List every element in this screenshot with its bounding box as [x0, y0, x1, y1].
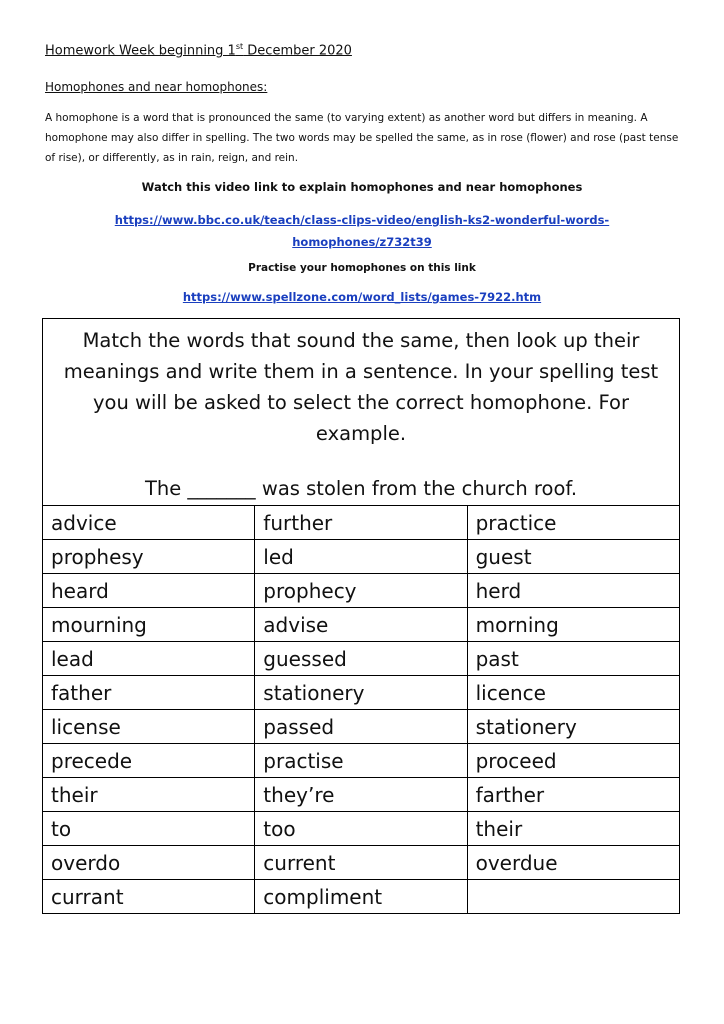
practise-instruction: Practise your homophones on this link	[248, 262, 476, 274]
practise-link[interactable]: https://www.spellzone.com/word_lists/games-7922.htm	[182, 290, 542, 304]
word-cell: current	[255, 846, 467, 880]
section-subtitle: Homophones and near homophones:	[45, 80, 268, 94]
word-cell: practise	[255, 744, 467, 778]
homework-title	[45, 42, 352, 58]
word-cell: father	[43, 676, 255, 710]
word-cell: license	[43, 710, 255, 744]
word-cell: past	[467, 642, 679, 676]
word-cell: licence	[467, 676, 679, 710]
word-cell: guessed	[255, 642, 467, 676]
word-cell: prophecy	[255, 574, 467, 608]
word-cell: overdue	[467, 846, 679, 880]
word-cell	[467, 880, 679, 914]
word-cell: too	[255, 812, 467, 846]
word-cell: overdo	[43, 846, 255, 880]
table-row	[43, 880, 680, 914]
word-cell: to	[43, 812, 255, 846]
table-row	[43, 744, 680, 778]
word-cell: guest	[467, 540, 679, 574]
word-cell: practice	[467, 506, 679, 540]
table-row	[43, 710, 680, 744]
word-cell: stationery	[255, 676, 467, 710]
word-cell: heard	[43, 574, 255, 608]
title-superscript: st	[235, 42, 244, 51]
table-row	[43, 540, 680, 574]
word-cell: herd	[467, 574, 679, 608]
table-row	[43, 846, 680, 880]
table-row	[43, 642, 680, 676]
word-cell: morning	[467, 608, 679, 642]
intro-paragraph: A homophone is a word that is pronounced the same (to varying extent) as another word but differs in meaning. A homophone may also differ in spelling. The two words may be spelled the same, as in rose (flower) and rose (past tense of rise), or differently, as in rain, reign, and rein.	[45, 112, 679, 164]
word-cell: led	[255, 540, 467, 574]
word-cell: precede	[43, 744, 255, 778]
task-instructions: Match the words that sound the same, then look up their meanings and write them in a sentence. In your spelling test you will be asked to select the correct homophone. For example.	[63, 329, 659, 445]
word-cell: compliment	[255, 880, 467, 914]
table-row	[43, 778, 680, 812]
video-link-line1[interactable]: https://www.bbc.co.uk/teach/class-clips-video/english-ks2-wonderful-words-	[114, 213, 610, 227]
word-cell: farther	[467, 778, 679, 812]
word-cell: proceed	[467, 744, 679, 778]
word-cell: further	[255, 506, 467, 540]
word-cell: passed	[255, 710, 467, 744]
word-cell: lead	[43, 642, 255, 676]
table-row	[43, 608, 680, 642]
homophone-table-body	[43, 506, 680, 914]
table-row	[43, 574, 680, 608]
word-cell: their	[467, 812, 679, 846]
table-row	[43, 812, 680, 846]
video-link-line2[interactable]: homophones/z732t39	[292, 235, 432, 249]
word-cell: mourning	[43, 608, 255, 642]
word-cell: their	[43, 778, 255, 812]
homophone-table	[42, 505, 680, 914]
word-cell: advise	[255, 608, 467, 642]
table-row	[43, 506, 680, 540]
table-row	[43, 676, 680, 710]
task-box	[42, 318, 680, 506]
word-cell: they’re	[255, 778, 467, 812]
word-cell: advice	[43, 506, 255, 540]
video-instruction: Watch this video link to explain homophones and near homophones	[141, 180, 583, 194]
word-cell: stationery	[467, 710, 679, 744]
practise-link-wrapper[interactable]	[30, 290, 694, 304]
title-date: December 2020	[243, 43, 352, 59]
title-text: Homework Week beginning 1	[45, 43, 236, 59]
task-example: The _______ was stolen from the church roof.	[144, 477, 578, 500]
video-link[interactable]	[30, 209, 694, 253]
word-cell: prophesy	[43, 540, 255, 574]
word-cell: currant	[43, 880, 255, 914]
